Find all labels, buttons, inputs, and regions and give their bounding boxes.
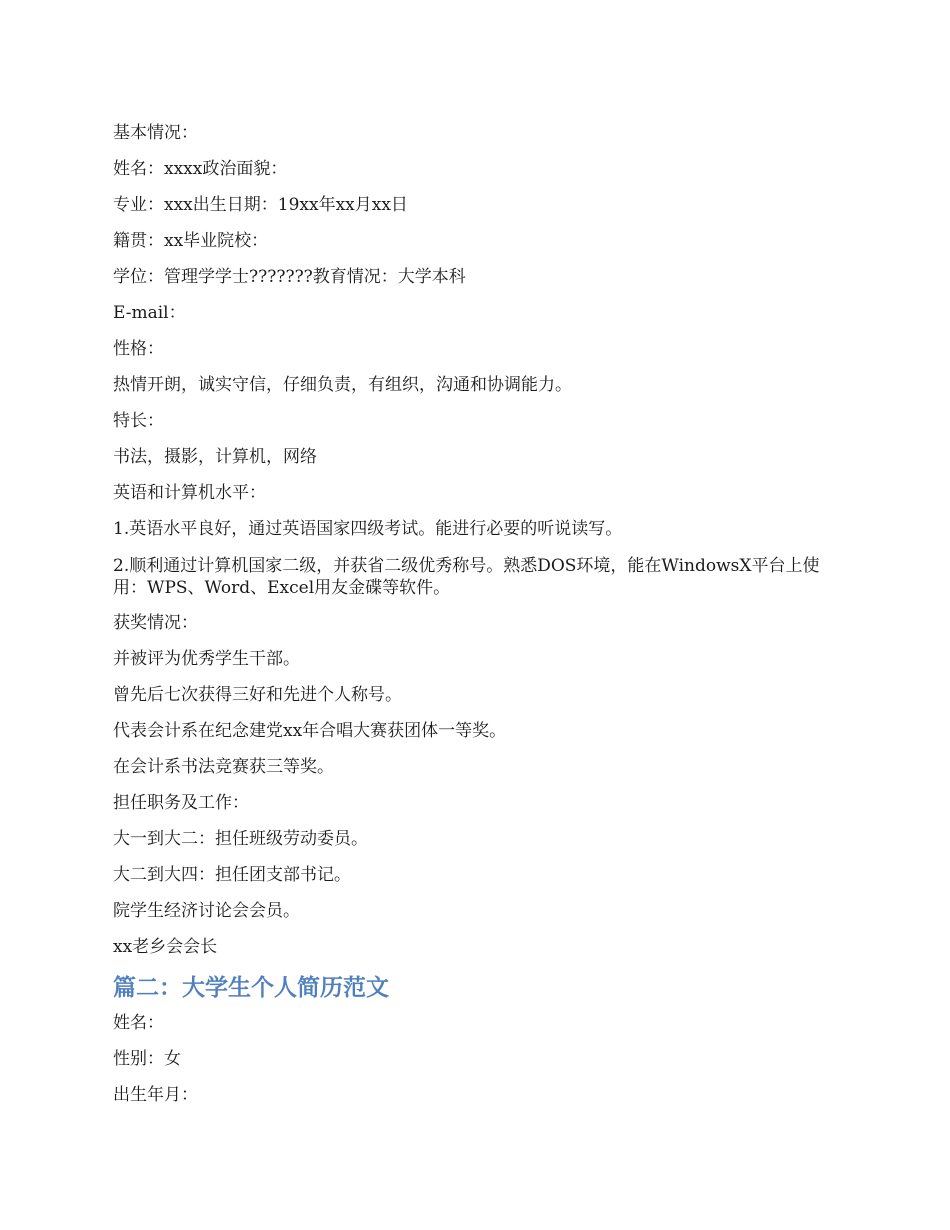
para-award-3: 代表会计系在纪念建党xx年合唱大赛获团体一等奖。	[113, 721, 507, 741]
para-award-1: 并被评为优秀学生干部。	[113, 649, 300, 669]
para-positions-label: 担任职务及工作：	[113, 793, 249, 813]
para-award-2: 曾先后七次获得三好和先进个人称号。	[113, 685, 402, 705]
para-degree-education: 学位：管理学学士???????教育情况：大学本科	[113, 267, 466, 287]
para-awards-label: 获奖情况：	[113, 613, 198, 633]
para-position-3: 院学生经济讨论会会员。	[113, 901, 300, 921]
para-birth-month: 出生年月：	[113, 1085, 198, 1105]
para-computer-level: 2.顺利通过计算机国家二级，并获省二级优秀称号。熟悉DOS环境，能在WindowsX平台上使用：WPS、Word、Excel用友金碟等软件。	[113, 556, 820, 598]
para-position-1: 大一到大二：担任班级劳动委员。	[113, 829, 368, 849]
para-specialty-label: 特长：	[113, 411, 164, 431]
para-personality-label: 性格：	[113, 339, 164, 359]
para-email: E-mail：	[113, 303, 186, 323]
para-personality-text: 热情开朗，诚实守信，仔细负责，有组织，沟通和协调能力。	[113, 375, 572, 395]
para-english-level: 1.英语水平良好，通过英语国家四级考试。能进行必要的听说读写。	[113, 519, 623, 539]
para-position-4: xx老乡会会长	[113, 937, 218, 957]
para-skills-label: 英语和计算机水平：	[113, 483, 266, 503]
document-body	[113, 123, 843, 1121]
para-hometown-school: 籍贯：xx毕业院校：	[113, 231, 269, 251]
para-gender: 性别：女	[113, 1049, 181, 1069]
para-name-2: 姓名：	[113, 1013, 164, 1033]
para-basic-info-label: 基本情况：	[113, 123, 198, 143]
section-heading: 篇二：大学生个人简历范文	[113, 975, 389, 1001]
para-major-birthdate: 专业：xxx出生日期：19xx年xx月xx日	[113, 195, 408, 215]
para-name-politics: 姓名：xxxx政治面貌：	[113, 159, 288, 179]
para-award-4: 在会计系书法竞赛获三等奖。	[113, 757, 334, 777]
para-position-2: 大二到大四：担任团支部书记。	[113, 865, 351, 885]
para-specialty-text: 书法，摄影，计算机，网络	[113, 447, 317, 467]
